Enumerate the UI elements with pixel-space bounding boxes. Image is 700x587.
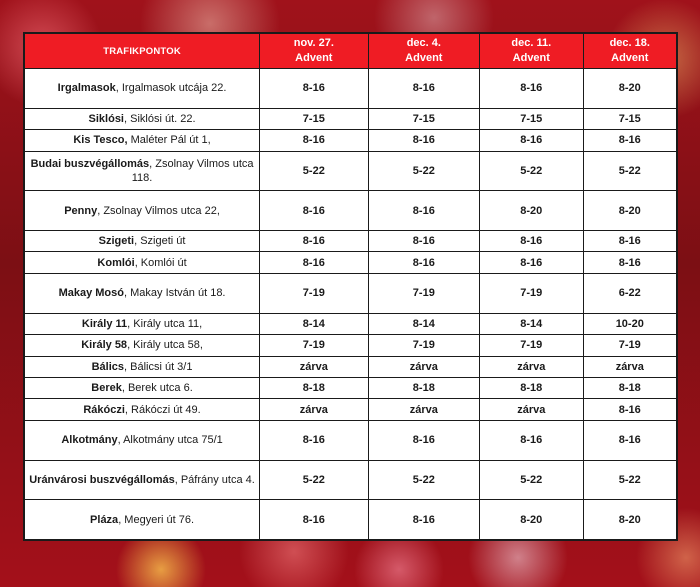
schedule-table-container — [23, 32, 678, 541]
table-row — [25, 461, 676, 500]
stop-address: , Siklósi út. 22. — [124, 112, 196, 125]
stop-address: , Király utca 58, — [127, 339, 203, 352]
day-date: dec. 18. — [609, 37, 650, 49]
stop-cell — [25, 399, 259, 419]
hours-cell: 8-16 — [369, 69, 480, 108]
hours-cell: 7-19 — [480, 274, 582, 313]
hours-cell: 8-16 — [480, 231, 582, 251]
stop-cell — [25, 231, 259, 251]
hours-cell: zárva — [369, 399, 480, 419]
table-row — [25, 231, 676, 251]
hours-cell: 8-16 — [260, 231, 367, 251]
hours-cell: 8-16 — [480, 252, 582, 272]
hours-cell: 6-22 — [584, 274, 676, 313]
stop-name: Makay Mosó — [58, 287, 124, 300]
stop-cell — [25, 152, 259, 191]
hours-cell: 8-20 — [584, 500, 676, 539]
table-body — [25, 69, 676, 539]
hours-cell: 8-16 — [480, 421, 582, 460]
stop-address: , Zsolnay Vilmos utca 22, — [97, 204, 220, 217]
hours-cell: 5-22 — [584, 461, 676, 500]
stop-name: Berek — [91, 382, 122, 395]
hours-cell: 8-16 — [480, 130, 582, 150]
hours-cell: 8-16 — [369, 421, 480, 460]
stop-name: Budai buszvégállomás — [30, 157, 150, 170]
table-row — [25, 357, 676, 377]
hours-cell: 8-18 — [260, 378, 367, 398]
stop-cell — [25, 191, 259, 230]
hours-cell: 8-16 — [260, 500, 367, 539]
stop-address: , Páfrány utca 4. — [174, 473, 255, 486]
table-row — [25, 500, 676, 539]
hours-cell: 7-19 — [260, 335, 367, 355]
stop-name: Penny — [64, 204, 98, 217]
hours-cell: 8-16 — [584, 252, 676, 272]
stop-address: , Megyeri út 76. — [118, 513, 195, 526]
stop-name: Szigeti — [98, 235, 135, 248]
day-name: Advent — [512, 52, 550, 64]
hours-cell: 8-16 — [369, 500, 480, 539]
hours-cell: 7-19 — [260, 274, 367, 313]
hours-cell: 8-20 — [584, 191, 676, 230]
hours-cell: 8-16 — [260, 69, 367, 108]
stop-name: Kis Tesco, — [73, 134, 128, 147]
stop-cell — [25, 274, 259, 313]
table-row — [25, 335, 676, 355]
hours-cell: zárva — [584, 357, 676, 377]
hours-cell: 8-16 — [584, 421, 676, 460]
hours-cell: 8-16 — [480, 69, 582, 108]
stop-address: Maléter Pál út 1, — [127, 134, 211, 147]
hours-cell: 8-16 — [260, 421, 367, 460]
hours-cell: 7-19 — [584, 335, 676, 355]
stop-cell — [25, 461, 259, 500]
hours-cell: 5-22 — [480, 152, 582, 191]
hours-cell: 5-22 — [260, 461, 367, 500]
hours-cell: 7-15 — [369, 109, 480, 129]
stop-cell — [25, 500, 259, 539]
day-date: dec. 4. — [406, 37, 441, 49]
hours-cell: 8-16 — [584, 231, 676, 251]
hours-cell: 8-16 — [369, 252, 480, 272]
hours-cell: 5-22 — [369, 152, 480, 191]
stop-cell — [25, 335, 259, 355]
table-row — [25, 191, 676, 230]
hours-cell: 7-15 — [584, 109, 676, 129]
hours-cell: zárva — [369, 357, 480, 377]
stop-name: Király 58 — [81, 339, 128, 352]
hours-cell: 8-16 — [369, 191, 480, 230]
hours-cell: 7-15 — [480, 109, 582, 129]
hours-cell: 8-20 — [480, 500, 582, 539]
stop-address: , Bálicsi út 3/1 — [124, 360, 193, 373]
stop-address: , Berek utca 6. — [121, 382, 193, 395]
hours-cell: zárva — [480, 399, 582, 419]
stop-address: , Irgalmasok utcája 22. — [115, 82, 227, 95]
hours-cell: 8-18 — [584, 378, 676, 398]
hours-cell: 10-20 — [584, 314, 676, 334]
hours-cell: 8-16 — [260, 191, 367, 230]
stop-cell — [25, 378, 259, 398]
table-row — [25, 130, 676, 150]
day-date: dec. 11. — [511, 37, 552, 49]
hours-cell: 5-22 — [260, 152, 367, 191]
stop-cell — [25, 130, 259, 150]
hours-cell: 7-19 — [480, 335, 582, 355]
stop-address: , Zsolnay Vilmos utca 118. — [131, 157, 254, 184]
table-row — [25, 274, 676, 313]
hours-cell: 8-18 — [480, 378, 582, 398]
stop-cell — [25, 252, 259, 272]
stop-address: , Alkotmány utca 75/1 — [117, 434, 223, 447]
hours-cell: 8-16 — [260, 252, 367, 272]
table-row — [25, 152, 676, 191]
stop-cell — [25, 314, 259, 334]
hours-cell: 8-14 — [369, 314, 480, 334]
hours-cell: 7-19 — [369, 335, 480, 355]
day-name: Advent — [611, 52, 649, 64]
stop-address: , Rákóczi út 49. — [124, 403, 201, 416]
day-column-header — [260, 34, 367, 68]
opening-hours-table — [24, 33, 677, 540]
hours-cell: 7-19 — [369, 274, 480, 313]
day-name: Advent — [405, 52, 443, 64]
hours-cell: 8-16 — [584, 399, 676, 419]
hours-cell: zárva — [480, 357, 582, 377]
hours-cell: 5-22 — [480, 461, 582, 500]
stop-address: , Király utca 11, — [127, 317, 203, 330]
table-row — [25, 399, 676, 419]
stop-name: Pláza — [90, 513, 119, 526]
day-date: nov. 27. — [293, 37, 334, 49]
stop-name: Komlói — [97, 256, 135, 269]
hours-cell: 8-14 — [480, 314, 582, 334]
stop-name: Irgalmasok — [57, 82, 116, 95]
stop-cell — [25, 421, 259, 460]
stop-address: , Makay István út 18. — [124, 287, 226, 300]
hours-cell: 8-16 — [369, 231, 480, 251]
hours-cell: 5-22 — [369, 461, 480, 500]
stop-name: Uránvárosi buszvégállomás — [29, 473, 175, 486]
day-column-header — [584, 34, 676, 68]
table-row — [25, 421, 676, 460]
day-column-header — [369, 34, 480, 68]
table-row — [25, 69, 676, 108]
table-row — [25, 314, 676, 334]
stop-cell — [25, 69, 259, 108]
hours-cell: zárva — [260, 357, 367, 377]
stop-cell — [25, 357, 259, 377]
hours-cell: 8-16 — [369, 130, 480, 150]
hours-cell: 8-18 — [369, 378, 480, 398]
hours-cell: 8-20 — [584, 69, 676, 108]
hours-cell: zárva — [260, 399, 367, 419]
hours-cell: 7-15 — [260, 109, 367, 129]
hours-cell: 8-20 — [480, 191, 582, 230]
stop-name: Siklósi — [88, 112, 124, 125]
stop-name: Bálics — [91, 360, 124, 373]
stop-address: , Szigeti út — [134, 235, 186, 248]
table-row — [25, 109, 676, 129]
hours-cell: 8-16 — [260, 130, 367, 150]
table-row — [25, 378, 676, 398]
hours-cell: 5-22 — [584, 152, 676, 191]
day-column-header — [480, 34, 582, 68]
day-name: Advent — [295, 52, 333, 64]
stop-column-header: TRAFIKPONTOK — [25, 34, 259, 68]
stop-name: Alkotmány — [61, 434, 118, 447]
stop-name: Király 11 — [81, 317, 128, 330]
table-header-row — [25, 34, 676, 68]
stop-name: Rákóczi — [83, 403, 125, 416]
stop-cell — [25, 109, 259, 129]
table-row — [25, 252, 676, 272]
hours-cell: 8-16 — [584, 130, 676, 150]
hours-cell: 8-14 — [260, 314, 367, 334]
stop-address: , Komlói út — [134, 256, 187, 269]
